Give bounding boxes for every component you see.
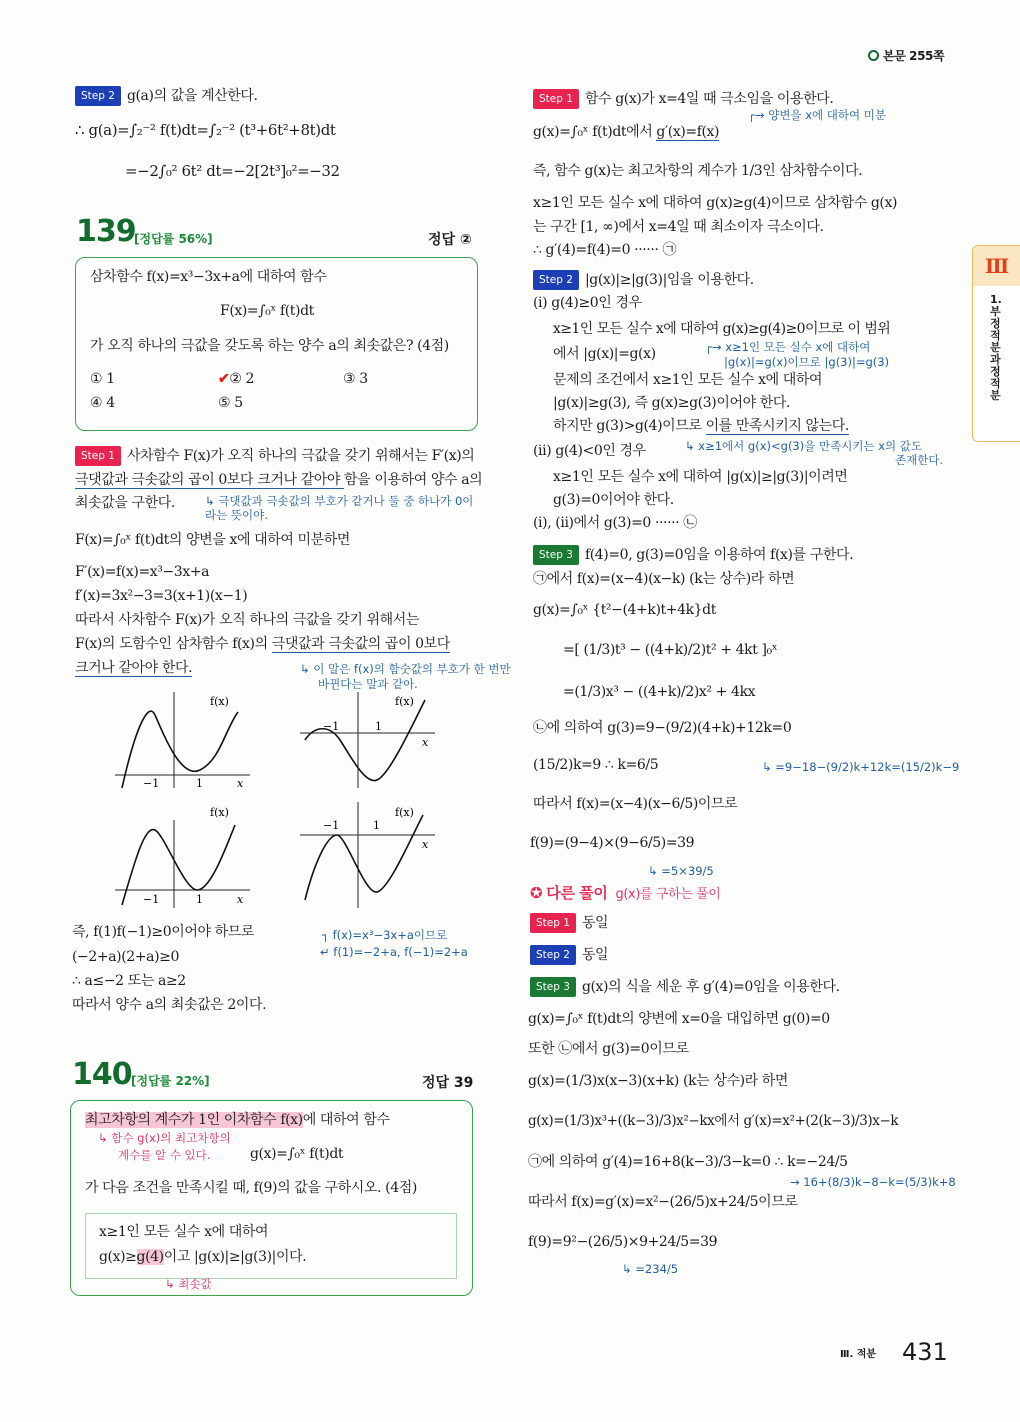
axis-label: x: [237, 777, 244, 790]
tick-label: 1: [373, 819, 380, 832]
step1-heading: [533, 89, 833, 109]
annotation: ↳ 함수 g(x)의 최고차항의: [98, 1131, 231, 1145]
tick-label: −1: [143, 893, 160, 906]
step-badge: Step 1: [530, 913, 576, 933]
equation: ∴ g(a)=∫₂⁻² f(t)dt=∫₂⁻² (t³+6t²+8t)dt: [75, 121, 336, 139]
problem-number: 140: [72, 1057, 132, 1092]
chapter-roman: Ⅲ: [973, 246, 1020, 286]
solution-line: f′(x)=3x²−3=3(x+1)(x−1): [75, 588, 248, 604]
annotation: ↳ =234/5: [622, 1262, 679, 1276]
highlighted-text: 최고차항의 계수가 1인 이차함수 f(x): [85, 1112, 303, 1128]
choice-5[interactable]: ⑤ 5: [218, 395, 243, 411]
solution-line: ㉠에서 f(x)=(x−4)(x−k) (k는 상수)라 하면: [533, 571, 795, 587]
solution-line: g(x)=∫₀ˣ {t²−(4+k)t+4k}dt: [533, 602, 716, 618]
problem-number: 139: [76, 214, 136, 249]
step2-heading: [75, 86, 258, 106]
solution-line: x≥1인 모든 실수 x에 대하여 g(x)≥g(4)≥0이므로 이 범위: [553, 321, 891, 337]
step-badge: Step 1: [75, 446, 121, 466]
solution-line: f(9)=(9−4)×(9−6/5)=39: [530, 835, 695, 851]
tick-label: 1: [196, 777, 203, 790]
choice-2[interactable]: [218, 370, 254, 388]
annotation: 바뀐다는 말과 같아.: [318, 677, 418, 691]
question-formula: g(x)=∫₀ˣ f(t)dt: [250, 1146, 344, 1162]
solution-line: [75, 659, 192, 677]
equation: =−2∫₀² 6t² dt=−2[2t³]₀²=−32: [125, 162, 340, 180]
solution-line: ∴ a≤−2 또는 a≥2: [72, 973, 186, 989]
step-title: 동일: [581, 947, 609, 963]
annotation-text: f(x)=x³−3x+a이므로: [332, 928, 448, 942]
annotation: |g(x)|=g(x)이므로 |g(3)|=g(3): [724, 355, 890, 369]
solution-line: =(1/3)x³ − ((4+k)/2)x² + 4kx: [563, 684, 756, 700]
annotation: ┌→ 양변을 x에 대하여 미분: [748, 108, 886, 122]
chapter-label: 1. 부정적분과 정적분: [990, 293, 1002, 402]
text: g(x)=∫₀ˣ f(t)dt에서: [533, 124, 657, 140]
graph-1: [110, 690, 260, 790]
tick-label: 1: [375, 720, 382, 733]
solution-line: g(x)=(1/3)x³+((k−3)/3)x²−kx에서 g′(x)=x²+(2(k−3)/3)x−k: [528, 1113, 899, 1129]
underlined-text: 크거나 같아야 한다.: [75, 660, 193, 676]
annotation: → 16+(8/3)k−8−k=(5/3)k+8: [790, 1175, 956, 1189]
solution-line: (−2+a)(2+a)≥0: [72, 949, 179, 965]
solution-line: ㉠에 의하여 g′(4)=16+8(k−3)/3−k=0 ∴ k=−24/5: [528, 1154, 848, 1170]
annotation: 계수를 알 수 있다.: [118, 1148, 211, 1162]
alt-title: 다른 풀이: [546, 884, 608, 902]
step-badge: Step 2: [75, 86, 121, 106]
condition-text: [99, 1248, 306, 1266]
annotation-text: 16+(8/3)k−8−k=(5/3)k+8: [803, 1175, 956, 1189]
step-title: 동일: [581, 915, 609, 931]
chapter-tab[interactable]: [972, 245, 1020, 442]
annotation: ↵ f(1)=−2+a, f(−1)=2+a: [320, 945, 468, 959]
step-text: [75, 471, 482, 489]
annotation-text: x≥1인 모든 실수 x에 대하여: [725, 340, 871, 354]
answer-label: 정답 ②: [428, 232, 472, 248]
question-text: 가 오직 하나의 극값을 갖도록 하는 양수 a의 최솟값은? (4점): [90, 338, 449, 354]
text: g(x)≥: [99, 1249, 137, 1265]
answer-label: 정답 39: [422, 1075, 474, 1091]
solution-line: F′(x)=f(x)=x³−3x+a: [75, 564, 210, 580]
solution-line: |g(x)|≥g(3), 즉 g(x)≥g(3)이어야 한다.: [553, 395, 791, 411]
step-text: 최솟값을 구한다.: [75, 495, 175, 511]
solution-line: [553, 417, 849, 435]
step2-heading: [533, 270, 754, 290]
page-reference-text: 본문 255쪽: [883, 49, 945, 63]
axis-label: x: [422, 736, 429, 749]
question-text: [85, 1111, 390, 1129]
solution-line: [533, 123, 719, 141]
axis-label: x: [237, 893, 244, 906]
solution-line: g(x)=∫₀ˣ f(t)dt의 양변에 x=0을 대입하면 g(0)=0: [528, 1011, 830, 1027]
annotation: ┐ f(x)=x³−3x+a이므로: [322, 928, 448, 942]
alt-step1: [530, 913, 608, 933]
choice-text: ② 2: [229, 371, 255, 387]
tick-label: −1: [323, 819, 340, 832]
solution-line: =[ (1/3)t³ − ((4+k)/2)t² + 4kt ]₀ˣ: [563, 642, 778, 658]
step3-heading: [533, 545, 853, 565]
page-reference: [868, 47, 944, 65]
annotation-text: f(1)=−2+a, f(−1)=2+a: [333, 945, 468, 959]
cubic-curve: [122, 825, 235, 905]
page-number: 431: [902, 1338, 948, 1366]
solution-line: 에서 |g(x)|=g(x): [553, 346, 656, 362]
text: 에 대하여 함수: [302, 1112, 390, 1128]
underlined-text: 극댓값과 극솟값의 곱이 0보다 크거나 같아야: [75, 472, 345, 488]
step1-heading: [75, 446, 474, 466]
solution-line: 즉, 함수 g(x)는 최고차항의 계수가 1/3인 삼차함수이다.: [533, 163, 863, 179]
underlined-text: 극댓값과 극솟값의 곱이 0보다: [271, 636, 450, 652]
solution-line: (ii) g(4)<0인 경우: [533, 443, 646, 459]
circle-icon: [868, 50, 879, 61]
step-title: g(x)의 식을 세운 후 g′(4)=0임을 이용한다.: [581, 979, 840, 995]
solution-line: 따라서 f(x)=g′(x)=x²−(26/5)x+24/5이므로: [528, 1194, 798, 1210]
annotation: ┌→ x≥1인 모든 실수 x에 대하여: [705, 340, 871, 354]
correct-rate: [정답률 56%]: [134, 232, 213, 246]
choice-1[interactable]: ① 1: [90, 371, 115, 387]
annotation-text: 최솟값: [178, 1277, 212, 1291]
question-text: 삼차함수 f(x)=x³−3x+a에 대하여 함수: [90, 269, 327, 285]
solution-line: 문제의 조건에서 x≥1인 모든 실수 x에 대하여: [553, 372, 823, 388]
question-text: 가 다음 조건을 만족시킬 때, f(9)의 값을 구하시오. (4점): [85, 1180, 417, 1196]
annotation-text: 극댓값과 극솟값의 부호가 같거나 둘 중 하나가 0이라는 뜻이야.: [205, 494, 474, 522]
step-title: 사차함수 F(x)가 오직 하나의 극값을 갖기 위해서는 F′(x)의: [126, 448, 475, 464]
check-mark-icon: ✔: [218, 371, 230, 387]
question-formula: F(x)=∫₀ˣ f(t)dt: [220, 303, 314, 319]
text: F(x)의 도함수인 삼차함수 f(x)의: [75, 636, 272, 652]
step-badge: Step 1: [533, 89, 579, 109]
condition-text: x≥1인 모든 실수 x에 대하여: [99, 1224, 269, 1240]
solution-line: 따라서 사차함수 F(x)가 오직 하나의 극값을 갖기 위해서는: [75, 612, 420, 628]
solution-line: ∴ g′(4)=f(4)=0 ······ ㉠: [533, 242, 677, 258]
underlined-text: g′(x)=f(x): [656, 124, 720, 140]
curve-label: f(x): [210, 806, 229, 819]
text: 이고 |g(x)|≥|g(3)|이다.: [163, 1249, 307, 1265]
annotation: ↳ 최솟값: [165, 1277, 212, 1291]
solution-line: F(x)=∫₀ˣ f(t)dt의 양변을 x에 대하여 미분하면: [75, 532, 351, 548]
solution-line: 는 구간 [1, ∞)에서 x=4일 때 최소이자 극소이다.: [533, 219, 824, 235]
annotation-text: =5×39/5: [661, 864, 714, 878]
cubic-curve: [305, 700, 425, 781]
solution-line: 따라서 f(x)=(x−4)(x−6/5)이므로: [533, 796, 738, 812]
annotation-text: 이 말은 f(x)의 함숫값의 부호가 한 번만: [313, 662, 511, 676]
correct-rate: [정답률 22%]: [131, 1074, 210, 1088]
solution-line: 또한 ㉡에서 g(3)=0이므로: [528, 1041, 689, 1057]
solution-line: (i) g(4)≥0인 경우: [533, 295, 642, 311]
solution-line: [75, 635, 450, 653]
step-badge: Step 3: [533, 545, 579, 565]
choice-4[interactable]: ④ 4: [90, 395, 115, 411]
cubic-curve: [122, 711, 238, 788]
alt-subtitle: g(x)를 구하는 풀이: [615, 887, 721, 902]
solution-line: g(3)=0이어야 한다.: [553, 492, 674, 508]
solution-line: ㉡에 의하여 g(3)=9−(9/2)(4+k)+12k=0: [533, 720, 792, 736]
text: 하지만 g(3)>g(4)이므로: [553, 418, 706, 434]
annotation: ↳ =5×39/5: [648, 864, 714, 878]
annotation: ↳ =9−18−(9/2)k+12k=(15/2)k−9: [762, 760, 960, 774]
annotation-text: =9−18−(9/2)k+12k=(15/2)k−9: [775, 760, 960, 774]
solution-line: x≥1인 모든 실수 x에 대하여 g(x)≥g(4)이므로 삼차함수 g(x): [533, 195, 898, 211]
annotation: ↳ x≥1에서 g(x)<g(3)을 만족시키는 x의 값도: [685, 439, 922, 453]
underlined-text: 이를 만족시키지 않는다.: [705, 418, 849, 434]
step-badge: Step 2: [533, 270, 579, 290]
solution-line: (i), (ii)에서 g(3)=0 ······ ㉡: [533, 515, 697, 531]
star-icon: ✪: [530, 884, 543, 902]
alt-step3: [530, 977, 840, 997]
step-title: f(4)=0, g(3)=0임을 이용하여 f(x)를 구한다.: [584, 547, 854, 563]
annotation-text: 함수 g(x)의 최고차항의: [111, 1131, 231, 1145]
annotation-text: =234/5: [635, 1262, 679, 1276]
curve-label: f(x): [395, 695, 414, 708]
solution-line: x≥1인 모든 실수 x에 대하여 |g(x)|≥|g(3)|이려면: [553, 469, 848, 485]
step-badge: Step 3: [530, 977, 576, 997]
annotation-text: 양변을 x에 대하여 미분: [768, 108, 886, 122]
solution-line: g(x)=(1/3)x(x−3)(x+k) (k는 상수)라 하면: [528, 1073, 789, 1089]
tick-label: −1: [323, 720, 340, 733]
footer-section: Ⅲ. 적분: [840, 1349, 877, 1360]
curve-label: f(x): [395, 806, 414, 819]
step-badge: Step 2: [530, 945, 576, 965]
step-title: g(a)의 값을 계산한다.: [126, 88, 258, 104]
solution-line: (15/2)k=9 ∴ k=6/5: [533, 757, 659, 773]
curve-label: f(x): [210, 695, 229, 708]
annotation: ↳ 극댓값과 극솟값의 부호가 같거나 둘 중 하나가 0이라는 뜻이야.: [205, 494, 474, 522]
annotation: 존재한다.: [895, 453, 944, 467]
graph-3: [110, 800, 260, 910]
step-text-rest: 함을 이용하여 양수 a의: [344, 472, 483, 488]
axis-label: x: [422, 838, 429, 851]
solution-line: f(9)=9²−(26/5)×9+24/5=39: [528, 1234, 718, 1250]
tick-label: 1: [196, 893, 203, 906]
annotation: ↳ 이 말은 f(x)의 함숫값의 부호가 한 번만: [300, 662, 511, 676]
alt-step2: [530, 945, 608, 965]
graph-2: [295, 690, 445, 790]
solution-line: 즉, f(1)f(−1)≥0이어야 하므로: [72, 924, 255, 940]
choice-3[interactable]: ③ 3: [343, 371, 368, 387]
graph-4: [295, 800, 445, 910]
step-title: |g(x)|≥|g(3)|임을 이용한다.: [584, 272, 754, 288]
annotation-text: x≥1에서 g(x)<g(3)을 만족시키는 x의 값도: [698, 439, 922, 453]
step-title: 함수 g(x)가 x=4일 때 극소임을 이용한다.: [584, 91, 834, 107]
alt-solution-heading: [530, 884, 720, 904]
highlighted-text: g(4): [136, 1249, 164, 1265]
tick-label: −1: [143, 777, 160, 790]
solution-line: 따라서 양수 a의 최솟값은 2이다.: [72, 997, 267, 1013]
